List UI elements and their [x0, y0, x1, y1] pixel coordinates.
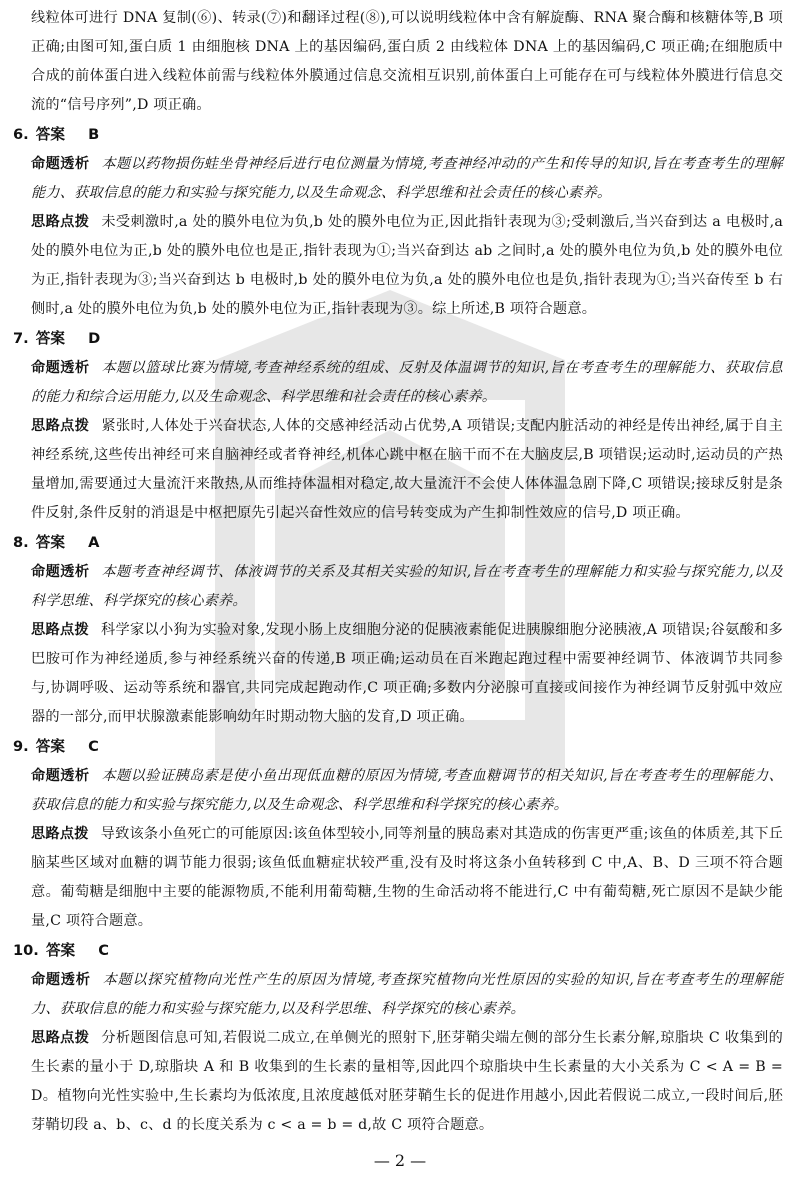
- analysis-paragraph: [31, 208, 783, 324]
- intent-paragraph: [31, 558, 783, 616]
- question-header: [13, 936, 783, 966]
- answer-label: 答案: [35, 738, 65, 755]
- question-header: [13, 120, 783, 150]
- question-header: [13, 528, 783, 558]
- analysis-label: 思路点拨: [31, 622, 89, 638]
- analysis-text: 未受刺激时,a 处的膜外电位为负,b 处的膜外电位为正,因此指针表现为③;受刺激后,当兴奋到达 a 电极时,a 处的膜外电位为正,b 处的膜外电位也是正,指针表现为①;当兴奋到达 ab 之间时,a 处的膜外电位为负,b 处的膜外电位为正,指针表现为③;当兴奋到达 b 电极时,b 处的膜外电位为负,a 处的膜外电位也是负,指针表现为①;当兴奋传至 b 右侧时,a 处的膜外电位为负,b 处的膜外电位为正,指针表现为③。综上所述,B 项符合题意。: [31, 214, 783, 317]
- question-block: [13, 120, 783, 324]
- question-block: [13, 528, 783, 732]
- intent-text: 本题以探究植物向光性产生的原因为情境,考查探究植物向光性原因的实验的知识,旨在考查考生的理解能力、获取信息的能力和实验与探究能力,以及科学思维、科学探究的核心素养。: [31, 972, 783, 1017]
- question-header: [13, 732, 783, 762]
- page-number: — 2 —: [373, 1151, 427, 1170]
- continued-explanation: 线粒体可进行 DNA 复制(⑥)、转录(⑦)和翻译过程(⑧),可以说明线粒体中含有解旋酶、RNA 聚合酶和核糖体等,B 项正确;由图可知,蛋白质 1 由细胞核 DNA 上的基因编码,蛋白质 2 由线粒体 DNA 上的基因编码,C 项正确;在细胞质中合成的前体蛋白进入线粒体前需与线粒体外膜通过信息交流相互识别,前体蛋白上可能存在可与线粒体外膜进行信息交流的“信号序列”,D 项正确。: [31, 10, 783, 113]
- answer-label: 答案: [35, 126, 65, 143]
- question-number: 7.: [13, 330, 29, 347]
- analysis-paragraph: [31, 1024, 783, 1140]
- analysis-label: 思路点拨: [31, 214, 90, 230]
- intent-text: 本题以验证胰岛素是使小鱼出现低血糖的原因为情境,考查血糖调节的相关知识,旨在考查考生的理解能力、获取信息的能力和实验与探究能力,以及生命观念、科学思维和科学探究的核心素养。: [31, 768, 783, 813]
- analysis-text: 科学家以小狗为实验对象,发现小肠上皮细胞分泌的促胰液素能促进胰腺细胞分泌胰液,A 项错误;谷氨酸和多巴胺可作为神经递质,参与神经系统兴奋的传递,B 项正确;运动员在百米跑起跑过程中需要神经调节、体液调节共同参与,协调呼吸、运动等系统和器官,共同完成起跑动作,C 项正确;多数内分泌腺可直接或间接作为神经调节反射弧中效应器的一部分,而甲状腺激素能影响幼年时期动物大脑的发育,D 项正确。: [31, 622, 783, 725]
- analysis-label: 思路点拨: [31, 418, 90, 434]
- answer-choice: C: [98, 942, 109, 959]
- question-number: 10.: [13, 942, 39, 959]
- intent-label: 命题透析: [31, 156, 90, 172]
- answer-choice: A: [88, 534, 100, 551]
- analysis-text: 导致该条小鱼死亡的可能原因:该鱼体型较小,同等剂量的胰岛素对其造成的伤害更严重;该鱼的体质差,其下丘脑某些区域对血糖的调节能力很弱;该鱼低血糖症状较严重,没有及时将这条小鱼转移到 C 中,A、B、D 三项不符合题意。葡萄糖是细胞中主要的能源物质,不能利用葡萄糖,生物的生命活动将不能进行,C 中有葡萄糖,死亡原因不是缺少能量,C 项符合题意。: [31, 826, 783, 929]
- answer-choice: C: [88, 738, 99, 755]
- question-number: 8.: [13, 534, 29, 551]
- answer-choice: D: [88, 330, 101, 347]
- analysis-label: 思路点拨: [31, 826, 89, 842]
- answer-label: 答案: [35, 330, 65, 347]
- answer-choice: B: [88, 126, 100, 143]
- intent-text: 本题以篮球比赛为情境,考查神经系统的组成、反射及体温调节的知识,旨在考查考生的理解能力、获取信息的能力和综合运用能力,以及生命观念、科学思维和社会责任的核心素养。: [31, 360, 783, 405]
- intent-paragraph: [31, 762, 783, 820]
- analysis-paragraph: [31, 820, 783, 936]
- analysis-text: 分析题图信息可知,若假说二成立,在单侧光的照射下,胚芽鞘尖端左侧的部分生长素分解,琼脂块 C 收集到的生长素的量小于 D,琼脂块 A 和 B 收集到的生长素的量相等,因此四个琼脂块中生长素量的大小关系为 C < A = B = D。植物向光性实验中,生长素均为低浓度,且浓度越低对胚芽鞘生长的促进作用越小,因此若假说二成立,一段时间后,胚芽鞘切段 a、b、c、d 的长度关系为 c < a = b = d,故 C 项符合题意。: [31, 1030, 783, 1133]
- intent-paragraph: [31, 150, 783, 208]
- analysis-paragraph: [31, 616, 783, 732]
- intent-text: 本题考查神经调节、体液调节的关系及其相关实验的知识,旨在考查考生的理解能力和实验与探究能力,以及科学思维、科学探究的核心素养。: [31, 564, 783, 609]
- intent-label: 命题透析: [31, 360, 90, 376]
- question-block: [13, 936, 783, 1140]
- question-block: [13, 732, 783, 936]
- intent-text: 本题以药物损伤蛙坐骨神经后进行电位测量为情境,考查神经冲动的产生和传导的知识,旨在考查考生的理解能力、获取信息的能力和实验与探究能力,以及生命观念、科学思维和社会责任的核心素养。: [31, 156, 783, 201]
- intent-label: 命题透析: [31, 768, 90, 784]
- answer-sheet: [13, 4, 783, 1140]
- intent-label: 命题透析: [31, 564, 90, 580]
- question-block: [13, 324, 783, 528]
- intent-paragraph: [31, 354, 783, 412]
- question-list: [13, 120, 783, 1140]
- question-number: 9.: [13, 738, 29, 755]
- answer-label: 答案: [35, 534, 65, 551]
- question-header: [13, 324, 783, 354]
- intent-paragraph: [31, 966, 783, 1024]
- intent-label: 命题透析: [31, 972, 91, 988]
- analysis-text: 紧张时,人体处于兴奋状态,人体的交感神经活动占优势,A 项错误;支配内脏活动的神经是传出神经,属于自主神经系统,这些传出神经可来自脑神经或者脊神经,机体心跳中枢在脑干而不在大脑皮层,B 项错误;运动时,运动员的产热量增加,需要通过大量流汗来散热,从而维持体温相对稳定,故大量流汗不会使人体体温急剧下降,C 项错误;接球反射是条件反射,条件反射的消退是中枢把原先引起兴奋性效应的信号转变成为产生抑制性效应的信号,D 项正确。: [31, 418, 783, 521]
- analysis-label: 思路点拨: [31, 1030, 90, 1046]
- answer-label: 答案: [45, 942, 76, 959]
- question-number: 6.: [13, 126, 29, 143]
- analysis-paragraph: [31, 412, 783, 528]
